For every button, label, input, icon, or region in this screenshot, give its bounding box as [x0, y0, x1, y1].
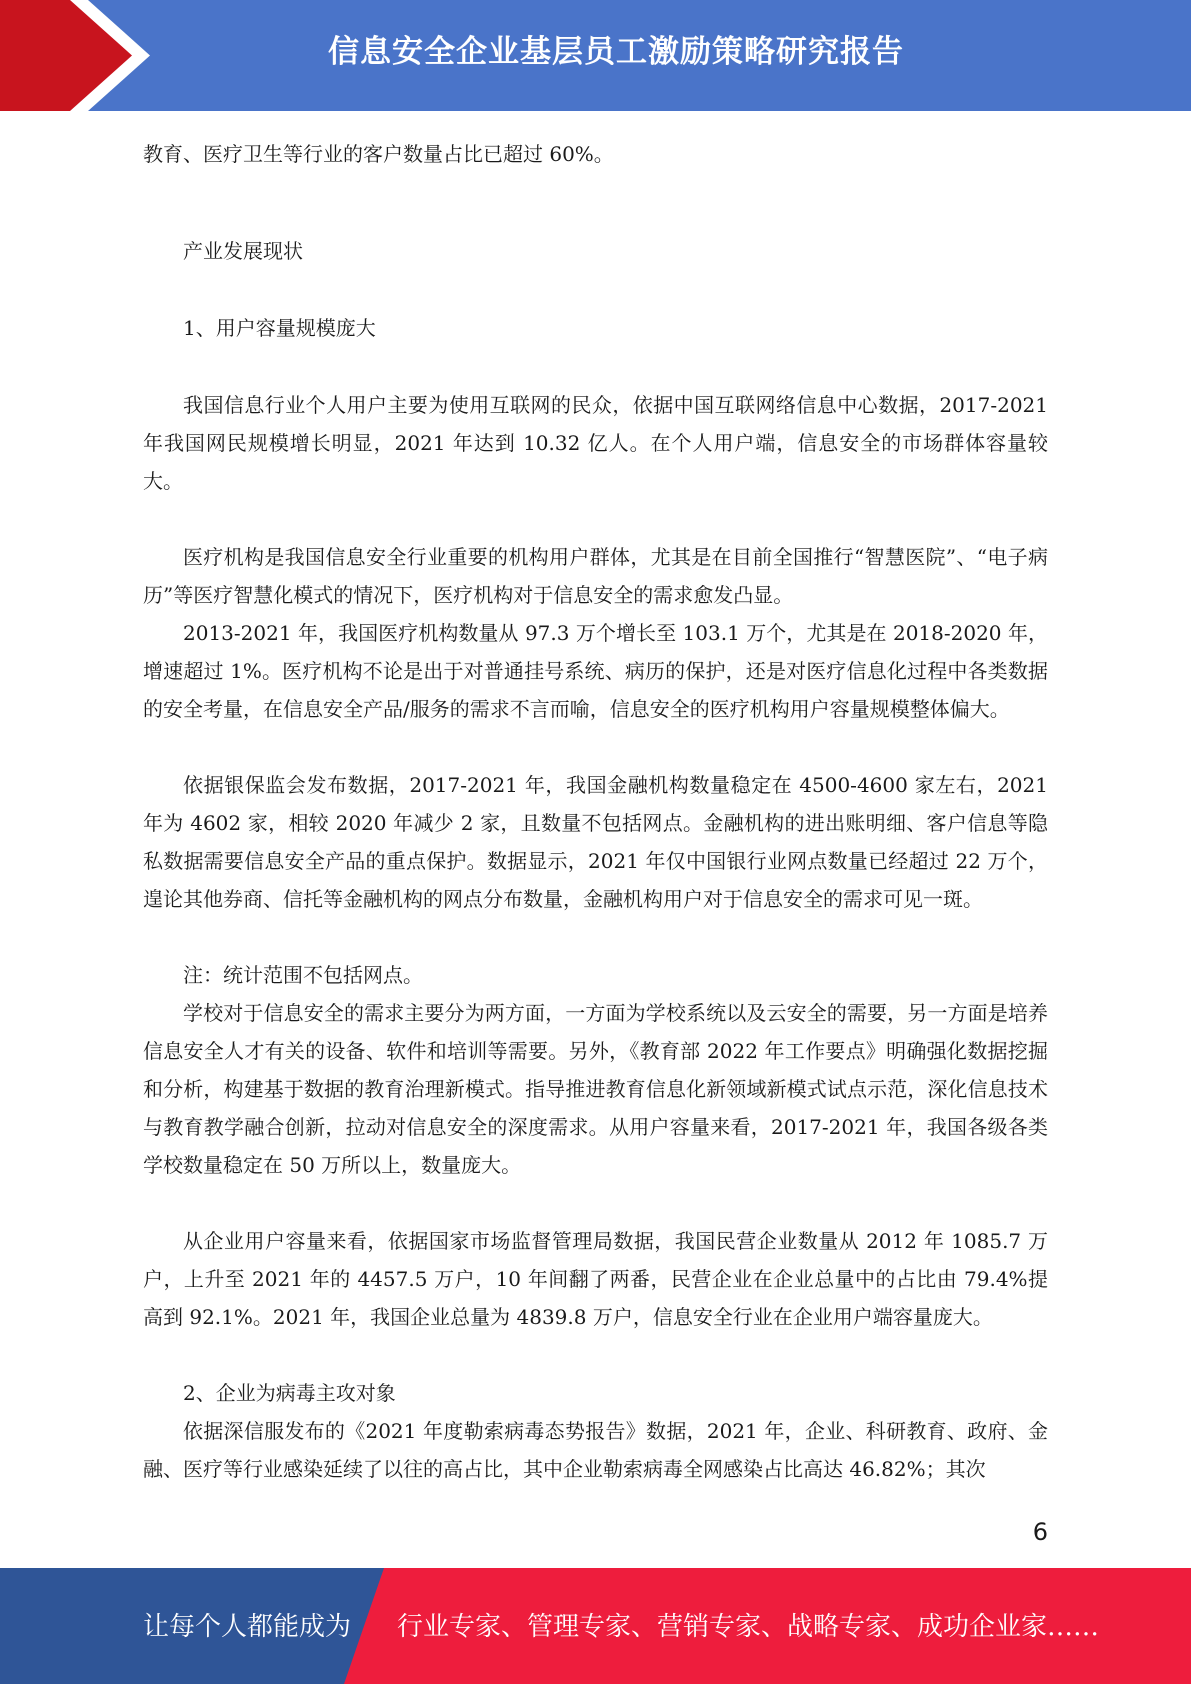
page-number: 6 [1032, 1518, 1048, 1546]
header-arrow-fill [0, 0, 132, 111]
header-arrow-decoration [0, 0, 160, 111]
paragraph-enterprises: 从企业用户容量来看，依据国家市场监督管理局数据，我国民营企业数量从 2012 年 1085.7 万户，上升至 2021 年的 4457.5 万户，10 年间翻了两番，民营企业在企业总量中的占比由 79.4%提高到 92.1%。2021 年，我国企业总量为 4839.8 万户，信息安全行业在企业用户端容量庞大。 [143, 1229, 1048, 1329]
subsection-heading-1: 1、用户容量规模庞大 [183, 316, 376, 340]
paragraph-medical-growth: 2013-2021 年，我国医疗机构数量从 97.3 万个增长至 103.1 万个，尤其是在 2018-2020 年，增速超过 1%。医疗机构不论是出于对普通挂号系统、病历的保护，还是对医疗信息化过程中各类数据的安全考量，在信息安全产品/服务的需求不言而喻，信息安全的医疗机构用户容量规模整体偏大。 [143, 621, 1048, 721]
subsection-heading-2: 2、企业为病毒主攻对象 [183, 1381, 396, 1405]
header-title: 信息安全企业基层员工激励策略研究报告 [328, 34, 904, 70]
paragraph-financial-institutions: 依据银保监会发布数据，2017-2021 年，我国金融机构数量稳定在 4500-4600 家左右，2021 年为 4602 家，相较 2020 年减少 2 家，且数量不包括网点。金融机构的进出账明细、客户信息等隐私数据需要信息安全产品的重点保护。数据显示，2021 年仅中国银行业网点数量已经超过 22 万个，遑论其他券商、信托等金融机构的网点分布数量，金融机构用户对于信息安全的需求可见一斑。 [143, 773, 1048, 911]
section-heading: 产业发展现状 [183, 239, 303, 263]
note-text: 注：统计范围不包括网点。 [183, 963, 423, 987]
document-body [143, 135, 1048, 1488]
page-header [0, 0, 1191, 111]
paragraph-individual-users: 我国信息行业个人用户主要为使用互联网的民众，依据中国互联网络信息中心数据，2017-2021 年我国网民规模增长明显，2021 年达到 10.32 亿人。在个人用户端，信息安全的市场群体容量较大。 [143, 393, 1048, 493]
paragraph-continuation: 教育、医疗卫生等行业的客户数量占比已超过 60%。 [143, 142, 614, 166]
footer-slogan-right: 行业专家、管理专家、营销专家、战略专家、成功企业家…… [397, 1612, 1100, 1642]
paragraph-ransomware: 依据深信服发布的《2021 年度勒索病毒态势报告》数据，2021 年，企业、科研教育、政府、金融、医疗等行业感染延续了以往的高占比，其中企业勒索病毒全网感染占比高达 46.82%；其次 [143, 1419, 1048, 1481]
paragraph-medical-institutions: 医疗机构是我国信息安全行业重要的机构用户群体，尤其是在目前全国推行“智慧医院”、“电子病历”等医疗智慧化模式的情况下，医疗机构对于信息安全的需求愈发凸显。 [143, 545, 1048, 607]
paragraph-schools: 学校对于信息安全的需求主要分为两方面，一方面为学校系统以及云安全的需要，另一方面是培养信息安全人才有关的设备、软件和培训等需要。另外，《教育部 2022 年工作要点》明确强化数据挖掘和分析，构建基于数据的教育治理新模式。指导推进教育信息化新领域新模式试点示范，深化信息技术与教育教学融合创新，拉动对信息安全的深度需求。从用户容量来看，2017-2021 年，我国各级各类学校数量稳定在 50 万所以上，数量庞大。 [143, 1001, 1048, 1177]
footer-slogan-left: 让每个人都能成为 [143, 1612, 352, 1642]
page-footer [0, 1568, 1191, 1684]
